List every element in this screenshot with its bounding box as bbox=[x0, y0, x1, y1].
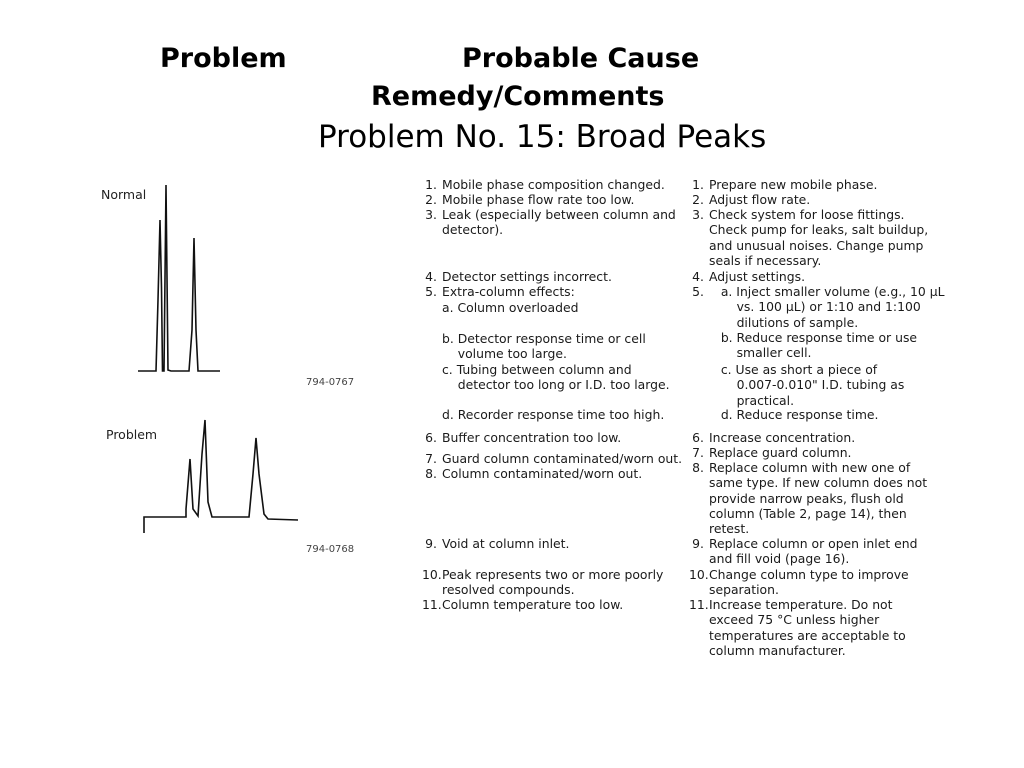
remedy-item-line: Increase concentration. bbox=[709, 430, 856, 445]
remedy-item-text bbox=[709, 177, 877, 192]
cause-item bbox=[422, 207, 676, 238]
remedy-item-line: vs. 100 µL) or 1:10 and 1:100 bbox=[709, 299, 921, 315]
remedy-item-number: 6. bbox=[692, 430, 704, 445]
remedy-item-number: 8. bbox=[692, 460, 704, 475]
remedy-item-text bbox=[709, 192, 810, 207]
remedy-item-line: provide narrow peaks, flush old bbox=[709, 490, 904, 506]
cause-item bbox=[422, 597, 624, 612]
remedy-item-line: d. Reduce response time. bbox=[709, 407, 879, 422]
remedy-item-line: separation. bbox=[709, 582, 779, 598]
problem-chromatogram bbox=[138, 414, 303, 539]
remedy-item bbox=[689, 207, 929, 268]
remedy-item-line: column (Table 2, page 14), then bbox=[709, 505, 907, 521]
remedy-item-text bbox=[709, 269, 805, 284]
cause-item bbox=[422, 177, 665, 192]
remedy-item bbox=[689, 567, 909, 598]
remedy-item-line: c. Use as short a piece of bbox=[709, 362, 878, 377]
remedy-item-number: 1. bbox=[692, 177, 704, 192]
cause-item-line: Guard column contaminated/worn out. bbox=[442, 451, 683, 466]
normal-figure-code: 794-0767 bbox=[306, 377, 355, 388]
remedy-item bbox=[689, 407, 879, 422]
remedy-item-number: 11. bbox=[689, 597, 709, 612]
cause-item-line: Column contaminated/worn out. bbox=[442, 466, 643, 481]
remedy-item-text bbox=[709, 284, 945, 330]
cause-item bbox=[422, 331, 646, 362]
cause-item bbox=[422, 466, 643, 481]
remedy-item bbox=[689, 597, 906, 658]
cause-item bbox=[422, 430, 622, 445]
problem-label: Problem bbox=[106, 427, 158, 442]
cause-item-text bbox=[442, 269, 612, 284]
remedy-item-text bbox=[709, 430, 855, 445]
normal-chromatogram bbox=[136, 180, 226, 380]
cause-item-line: Mobile phase composition changed. bbox=[442, 177, 665, 192]
normal-label: Normal bbox=[101, 187, 147, 202]
remedy-item-text bbox=[709, 536, 917, 567]
remedy-item-line: a. Inject smaller volume (e.g., 10 µL bbox=[709, 284, 945, 299]
remedy-item-line: Check pump for leaks, salt buildup, bbox=[709, 222, 929, 238]
cause-item-line: Extra-column effects: bbox=[442, 284, 575, 299]
cause-item-line: Mobile phase flow rate too low. bbox=[442, 192, 635, 207]
cause-item-text bbox=[442, 407, 664, 422]
remedy-item-text bbox=[709, 567, 909, 598]
cause-item-number: 3. bbox=[425, 207, 437, 222]
cause-item-text bbox=[442, 207, 676, 238]
cause-item-text bbox=[442, 331, 646, 362]
cause-item-line: Peak represents two or more poorly bbox=[442, 567, 664, 582]
remedy-item bbox=[689, 536, 918, 567]
cause-item-text bbox=[442, 466, 642, 481]
remedy-item bbox=[689, 177, 878, 192]
remedy-item-line: same type. If new column does not bbox=[709, 475, 928, 491]
cause-item-text bbox=[442, 177, 665, 192]
remedy-item-line: and unusual noises. Change pump bbox=[709, 237, 924, 253]
cause-item-text bbox=[442, 192, 634, 207]
cause-item bbox=[422, 407, 665, 422]
remedy-item-text bbox=[709, 445, 852, 460]
cause-item bbox=[422, 269, 612, 284]
remedy-item-line: b. Reduce response time or use bbox=[709, 330, 918, 345]
cause-item-line: detector too long or I.D. too large. bbox=[442, 377, 670, 393]
remedy-item-number: 5. bbox=[692, 284, 704, 299]
header-remedy-comments: Remedy/Comments bbox=[371, 81, 665, 112]
cause-item bbox=[422, 567, 664, 598]
cause-item bbox=[422, 284, 575, 299]
remedy-list bbox=[689, 177, 945, 662]
remedy-item-line: column manufacturer. bbox=[709, 642, 846, 658]
remedy-item bbox=[689, 362, 905, 408]
probable-cause-list bbox=[422, 177, 684, 657]
remedy-item-text bbox=[709, 597, 906, 658]
remedy-item-line: Adjust flow rate. bbox=[709, 192, 811, 207]
remedy-item bbox=[689, 460, 928, 537]
cause-item-line: Leak (especially between column and bbox=[442, 207, 676, 222]
cause-item-text bbox=[442, 597, 623, 612]
remedy-item-line: Replace guard column. bbox=[709, 445, 852, 460]
remedy-item bbox=[689, 445, 852, 460]
remedy-item-line: temperatures are acceptable to bbox=[709, 627, 906, 643]
remedy-item-line: 0.007-0.010" I.D. tubing as bbox=[709, 377, 905, 393]
cause-item-line: Void at column inlet. bbox=[442, 536, 570, 551]
remedy-item-number: 4. bbox=[692, 269, 704, 284]
cause-item-number: 10. bbox=[422, 567, 442, 582]
cause-item bbox=[422, 192, 635, 207]
cause-item-text bbox=[442, 451, 682, 466]
problem-figure-code: 794-0768 bbox=[306, 544, 355, 555]
remedy-item-line: dilutions of sample. bbox=[709, 314, 859, 330]
remedy-item-line: Replace column or open inlet end bbox=[709, 536, 918, 551]
remedy-item-text bbox=[709, 362, 904, 408]
cause-item bbox=[422, 451, 683, 466]
remedy-item-number: 10. bbox=[689, 567, 709, 582]
cause-item-line: detector). bbox=[442, 222, 504, 238]
remedy-item-line: retest. bbox=[709, 521, 750, 537]
remedy-item-text bbox=[709, 207, 928, 268]
cause-item-line: d. Recorder response time too high. bbox=[442, 407, 665, 422]
cause-item-line: Buffer concentration too low. bbox=[442, 430, 622, 445]
cause-item-text bbox=[442, 284, 575, 299]
cause-item-line: Detector settings incorrect. bbox=[442, 269, 612, 284]
remedy-item-line: and fill void (page 16). bbox=[709, 551, 850, 567]
remedy-item bbox=[689, 284, 945, 330]
remedy-item-line: practical. bbox=[709, 392, 795, 408]
remedy-item-number: 2. bbox=[692, 192, 704, 207]
cause-item-text bbox=[442, 430, 621, 445]
cause-item-line: volume too large. bbox=[442, 346, 567, 362]
cause-item-number: 7. bbox=[425, 451, 437, 466]
cause-item bbox=[422, 362, 670, 393]
cause-item-text bbox=[442, 362, 670, 393]
remedy-item-text bbox=[709, 460, 927, 536]
remedy-item bbox=[689, 192, 811, 207]
cause-item-number: 11. bbox=[422, 597, 442, 612]
cause-item-number: 5. bbox=[425, 284, 437, 299]
cause-item-text bbox=[442, 300, 578, 315]
remedy-item-line: Change column type to improve bbox=[709, 567, 909, 582]
remedy-item-line: Prepare new mobile phase. bbox=[709, 177, 878, 192]
cause-item-number: 6. bbox=[425, 430, 437, 445]
cause-item bbox=[422, 300, 579, 315]
remedy-item-number: 3. bbox=[692, 207, 704, 222]
remedy-item-line: Check system for loose fittings. bbox=[709, 207, 905, 222]
cause-item-number: 4. bbox=[425, 269, 437, 284]
header-problem: Problem bbox=[160, 43, 287, 74]
cause-item-line: a. Column overloaded bbox=[442, 300, 579, 315]
slide-title: Problem No. 15: Broad Peaks bbox=[318, 119, 767, 155]
cause-item-number: 2. bbox=[425, 192, 437, 207]
remedy-item-text bbox=[709, 330, 917, 361]
cause-item-text bbox=[442, 567, 663, 598]
cause-item-line: Column temperature too low. bbox=[442, 597, 624, 612]
cause-item-line: resolved compounds. bbox=[442, 582, 575, 598]
remedy-item bbox=[689, 430, 856, 445]
remedy-item-line: Replace column with new one of bbox=[709, 460, 911, 475]
remedy-item-line: smaller cell. bbox=[709, 345, 812, 361]
cause-item-number: 1. bbox=[425, 177, 437, 192]
remedy-item bbox=[689, 269, 806, 284]
cause-item-number: 9. bbox=[425, 536, 437, 551]
remedy-item-line: Increase temperature. Do not bbox=[709, 597, 893, 612]
remedy-item-number: 9. bbox=[692, 536, 704, 551]
remedy-item-line: Adjust settings. bbox=[709, 269, 806, 284]
header-probable-cause: Probable Cause bbox=[462, 43, 700, 74]
remedy-item-number: 7. bbox=[692, 445, 704, 460]
remedy-item-line: exceed 75 °C unless higher bbox=[709, 612, 880, 628]
remedy-item-text bbox=[709, 407, 878, 422]
cause-item-number: 8. bbox=[425, 466, 437, 481]
remedy-item-line: seals if necessary. bbox=[709, 252, 822, 268]
cause-item-line: c. Tubing between column and bbox=[442, 362, 632, 377]
cause-item-line: b. Detector response time or cell bbox=[442, 331, 646, 346]
cause-item bbox=[422, 536, 570, 551]
cause-item-text bbox=[442, 536, 569, 551]
remedy-item bbox=[689, 330, 918, 361]
